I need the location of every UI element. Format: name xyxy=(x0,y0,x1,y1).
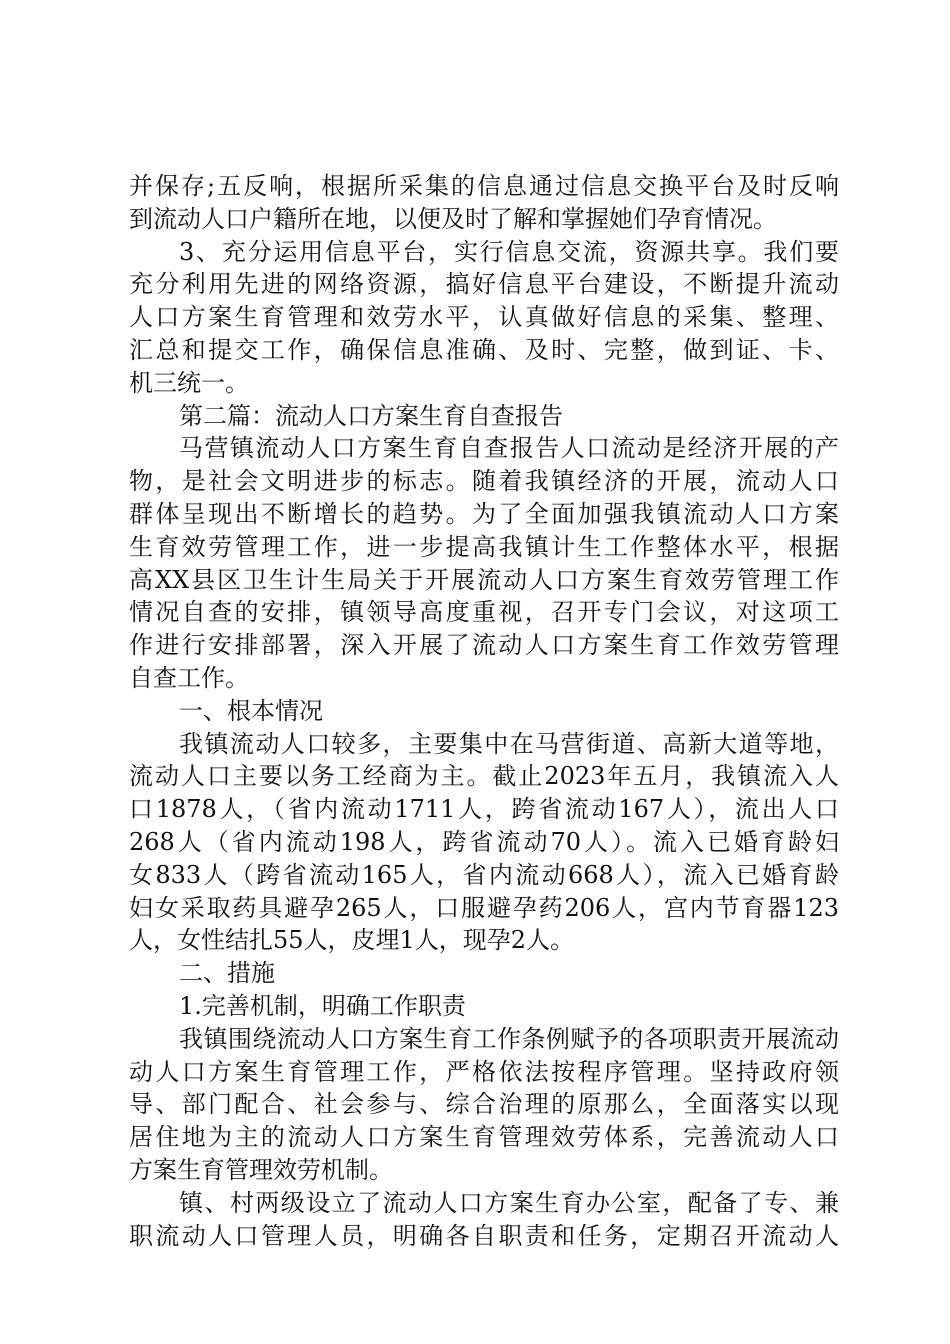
text-line: 我镇流动人口较多，主要集中在马营街道、高新大道等地， xyxy=(179,729,839,758)
text-line: 汇总和提交工作，确保信息准确、及时、完整，做到证、卡、 xyxy=(129,335,839,364)
text-line: 马营镇流动人口方案生育自查报告人口流动是经济开展的产 xyxy=(179,434,839,463)
text-line: 居住地为主的流动人口方案生育管理效劳体系，完善流动人口 xyxy=(129,1123,839,1152)
text-line: 导、部门配合、社会参与、综合治理的原那么，全面落实以现 xyxy=(129,1090,839,1119)
text-line: 我镇围绕流动人口方案生育工作条例赋予的各项职责开展流动 xyxy=(179,1024,839,1053)
document-body xyxy=(129,170,839,1252)
text-line: 流动人口主要以务工经商为主。截止2023年五月，我镇流入人 xyxy=(129,762,839,791)
text-line: 职流动人口管理人员，明确各自职责和任务，定期召开流动人 xyxy=(129,1221,839,1250)
text-line: 物，是社会文明进步的标志。随着我镇经济的开展，流动人口 xyxy=(129,467,839,496)
text-line: 人口方案生育管理和效劳水平，认真做好信息的采集、整理、 xyxy=(129,303,839,332)
section-heading: 第二篇：流动人口方案生育自查报告 xyxy=(179,401,563,430)
text-line: 镇、村两级设立了流动人口方案生育办公室，配备了专、兼 xyxy=(179,1188,839,1217)
text-line: 268人（省内流动198人，跨省流动70人）。流入已婚育龄妇 xyxy=(129,827,839,856)
text-line: 并保存;五反响，根据所采集的信息通过信息交换平台及时反响 xyxy=(129,172,839,200)
text-line: 到流动人口户籍所在地，以便及时了解和掌握她们孕育情况。 xyxy=(129,204,777,233)
text-line: 方案生育管理效劳机制。 xyxy=(129,1155,393,1184)
text-line: 人，女性结扎55人，皮埋1人，现孕2人。 xyxy=(129,926,575,955)
section-heading: 一、根本情况 xyxy=(179,696,323,725)
text-line: 生育效劳管理工作，进一步提高我镇计生工作整体水平，根据 xyxy=(129,532,839,561)
text-line: 女833人（跨省流动165人，省内流动668人），流入已婚育龄 xyxy=(129,860,839,889)
text-line: 充分利用先进的网络资源，搞好信息平台建设，不断提升流动 xyxy=(129,270,839,299)
text-line: 作进行安排部署，深入开展了流动人口方案生育工作效劳管理 xyxy=(129,631,839,660)
text-line: 动人口方案生育管理工作，严格依法按程序管理。坚持政府领 xyxy=(129,1057,839,1086)
text-line: 机三统一。 xyxy=(129,368,249,397)
text-line: 群体呈现出不断增长的趋势。为了全面加强我镇流动人口方案 xyxy=(129,499,839,528)
text-line: 自查工作。 xyxy=(129,663,249,692)
text-line: 高XX县区卫生计生局关于开展流动人口方案生育效劳管理工作 xyxy=(129,565,839,594)
subsection-heading: 1.完善机制，明确工作职责 xyxy=(179,991,466,1020)
text-line: 3、充分运用信息平台，实行信息交流，资源共享。我们要 xyxy=(179,237,839,266)
section-heading: 二、措施 xyxy=(179,959,275,988)
text-line: 妇女采取药具避孕265人，口服避孕药206人，宫内节育器123 xyxy=(129,893,839,922)
text-line: 口1878人，（省内流动1711人，跨省流动167人），流出人口 xyxy=(129,795,839,824)
text-line: 情况自查的安排，镇领导高度重视，召开专门会议，对这项工 xyxy=(129,598,839,627)
